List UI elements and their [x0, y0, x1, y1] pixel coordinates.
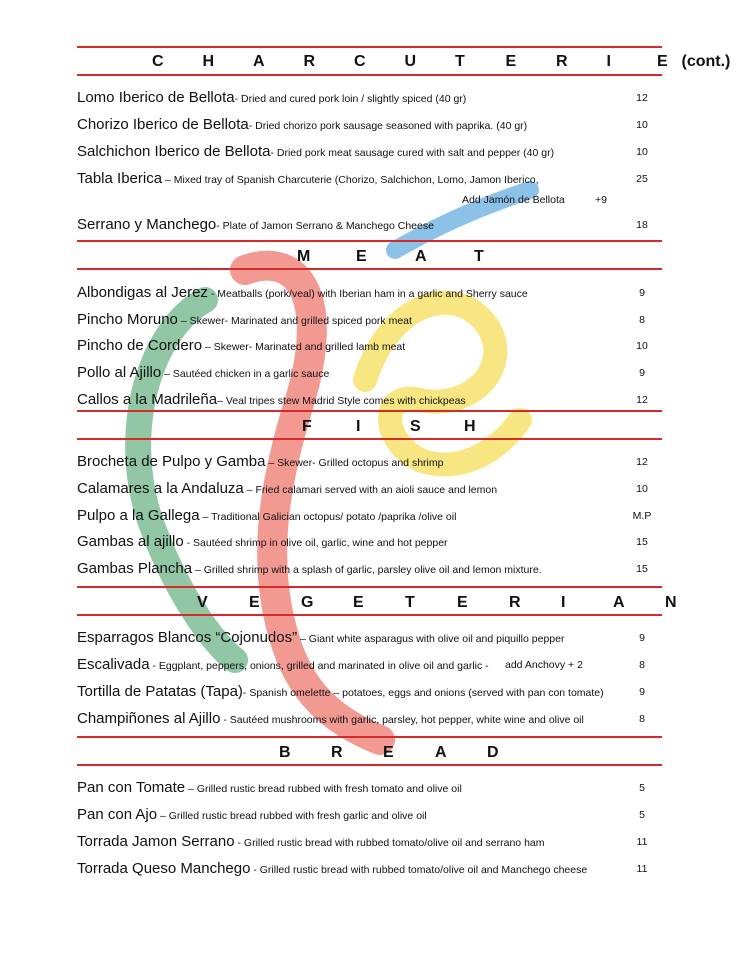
vegeterian-menu-item	[77, 627, 662, 649]
item-name: Salchichon Iberico de Bellota	[77, 143, 271, 160]
item-price: 10	[636, 340, 648, 352]
fish-menu-item	[77, 531, 662, 553]
item-description: – Skewer- Grilled octopus and shrimp	[265, 457, 444, 469]
item-name: Albondigas al Jerez	[77, 284, 208, 301]
item-name: Serrano y Manchego	[77, 216, 217, 233]
charcuterie-menu-item	[77, 168, 662, 190]
item-description: – Traditional Galician octopus/ potato /paprika /olive oil	[199, 511, 457, 523]
charcuterie-title-letter: A	[253, 53, 265, 70]
bread-title-letter: D	[487, 744, 499, 761]
item-name: Tortilla de Patatas (Tapa)	[77, 683, 243, 700]
fish-section-title	[77, 415, 662, 439]
item-name: Pincho Moruno	[77, 311, 178, 328]
vegeterian-title-letter: V	[197, 594, 208, 611]
item-name: Brocheta de Pulpo y Gamba	[77, 453, 266, 470]
meat-section-title	[77, 245, 662, 269]
charcuterie-title-letter: R	[556, 53, 568, 70]
item-price: 25	[636, 173, 648, 185]
vegeterian-title-letter: I	[561, 594, 566, 611]
vegeterian-title-letter: A	[613, 594, 625, 611]
item-name: Lomo Iberico de Bellota	[77, 89, 235, 106]
item-price: 9	[639, 632, 645, 644]
bread-rule-top	[77, 736, 662, 738]
item-name: Champiñones al Ajillo	[77, 710, 221, 727]
item-description: - Grilled rustic bread with rubbed tomato/olive oil and Manchego cheese	[250, 864, 588, 876]
fish-title-letter: F	[302, 418, 312, 435]
item-price: 10	[636, 146, 648, 158]
fish-title-letter: S	[410, 418, 421, 435]
fish-menu-item	[77, 451, 662, 473]
item-name: Tabla Iberica	[77, 170, 163, 187]
addon-price: +9	[595, 194, 607, 206]
item-name: Gambas al ajillo	[77, 533, 184, 550]
item-description: – Grilled rustic bread rubbed with fresh tomato and olive oil	[185, 783, 462, 795]
bread-menu-item	[77, 858, 662, 880]
bread-title-letter: R	[331, 744, 343, 761]
charcuterie-rule-top	[77, 46, 662, 48]
meat-rule-top	[77, 240, 662, 242]
charcuterie-title-letter: C	[152, 53, 164, 70]
vegeterian-title-letter: E	[353, 594, 364, 611]
item-price: 5	[639, 809, 645, 821]
vegeterian-title-letter: E	[457, 594, 468, 611]
charcuterie-title-letter: I	[606, 53, 611, 70]
vegeterian-title-letter: R	[509, 594, 521, 611]
bread-menu-item	[77, 777, 662, 799]
item-description: - Eggplant, peppers, onions, grilled and marinated in olive oil and garlic -	[149, 660, 489, 672]
charcuterie-title-letter: H	[202, 53, 215, 70]
charcuterie-title-letter: T	[455, 53, 465, 70]
item-description: – Sautéed chicken in a garlic sauce	[161, 368, 330, 380]
charcuterie-title-letter: E	[657, 53, 668, 70]
bread-section-title	[77, 741, 662, 765]
meat-title-letter: E	[356, 248, 367, 265]
fish-menu-item	[77, 505, 662, 527]
vegeterian-title-letter: T	[405, 594, 415, 611]
meat-title-letter: T	[474, 248, 484, 265]
fish-menu-item	[77, 558, 662, 580]
fish-menu-item	[77, 478, 662, 500]
meat-title-letter: M	[297, 248, 311, 265]
item-price: M.P	[632, 510, 652, 522]
item-name: Torrada Queso Manchego	[77, 860, 251, 877]
item-name: Escalivada	[77, 656, 150, 673]
item-price: 9	[639, 287, 645, 299]
item-price: 8	[639, 713, 645, 725]
charcuterie-section-title	[77, 50, 731, 74]
charcuterie-rule-bottom	[77, 74, 662, 76]
item-description: - Spanish omelette – potatoes, eggs and onions (served with pan con tomate)	[242, 687, 604, 699]
item-name: Pulpo a la Gallega	[77, 507, 200, 524]
meat-menu-item	[77, 335, 662, 357]
item-price: 15	[636, 563, 648, 575]
item-description: - Sautéed mushrooms with garlic, parsley, hot pepper, white wine and olive oil	[220, 714, 584, 726]
charcuterie-title-suffix: (cont.)	[681, 53, 731, 70]
charcuterie-title-letter: R	[303, 53, 316, 70]
item-name: Esparragos Blancos “Cojonudos”	[77, 629, 298, 646]
charcuterie-title-letter: E	[505, 53, 517, 70]
item-description: - Dried and cured pork loin / slightly spiced (40 gr)	[234, 93, 467, 105]
vegeterian-title-letter: E	[249, 594, 260, 611]
meat-menu-item	[77, 309, 662, 331]
item-name: Pan con Tomate	[77, 779, 186, 796]
item-price: 15	[636, 536, 648, 548]
vegeterian-title-letter: G	[301, 594, 314, 611]
item-description: – Veal tripes stew Madrid Style comes with chickpeas	[217, 395, 466, 407]
charcuterie-menu-item	[77, 141, 662, 163]
item-price: 9	[639, 686, 645, 698]
item-description: – Grilled shrimp with a splash of garlic, parsley olive oil and lemon mixture.	[192, 564, 542, 576]
item-description: – Mixed tray of Spanish Charcuterie (Chorizo, Salchichon, Lomo, Jamon Iberico,	[162, 174, 539, 186]
item-description: – Fried calamari served with an aioli sauce and lemon	[243, 484, 498, 496]
addon-label: Add Jamón de Bellota	[462, 194, 565, 206]
item-price: 11	[636, 863, 648, 875]
item-price: 18	[636, 219, 648, 231]
charcuterie-menu-item	[77, 87, 662, 109]
item-price: 10	[636, 483, 648, 495]
item-price: 12	[636, 394, 648, 406]
meat-title-letter: A	[415, 248, 427, 265]
item-name: Pollo al Ajillo	[77, 364, 162, 381]
item-description: – Skewer- Marinated and grilled lamb meat	[202, 341, 406, 353]
item-description: - Plate of Jamon Serrano & Manchego Cheese	[216, 220, 434, 232]
item-price: 12	[636, 92, 648, 104]
vegeterian-menu-item	[77, 708, 662, 730]
bread-title-letter: B	[279, 744, 291, 761]
item-name: Chorizo Iberico de Bellota	[77, 116, 249, 133]
vegeterian-title-letter: N	[665, 594, 677, 611]
charcuterie-menu-item	[77, 214, 662, 236]
fish-title-letter: I	[356, 418, 361, 435]
bread-title-letter: A	[435, 744, 447, 761]
bread-title-letter: E	[383, 744, 394, 761]
bread-menu-item	[77, 804, 662, 826]
item-addon: add Anchovy + 2	[505, 659, 583, 671]
item-price: 5	[639, 782, 645, 794]
item-description: – Skewer- Marinated and grilled spiced pork meat	[177, 315, 412, 327]
charcuterie-title-letter: U	[404, 53, 417, 70]
item-name: Pincho de Cordero	[77, 337, 203, 354]
charcuterie-menu-item	[77, 114, 662, 136]
item-name: Calamares a la Andaluza	[77, 480, 244, 497]
item-price: 12	[636, 456, 648, 468]
meat-menu-item	[77, 282, 662, 304]
item-price: 8	[639, 314, 645, 326]
bread-menu-item	[77, 831, 662, 853]
item-description: - Grilled rustic bread with rubbed tomato/olive oil and serrano ham	[234, 837, 545, 849]
item-name: Torrada Jamon Serrano	[77, 833, 235, 850]
item-name: Pan con Ajo	[77, 806, 158, 823]
item-description: – Grilled rustic bread rubbed with fresh garlic and olive oil	[157, 810, 427, 822]
fish-rule-top	[77, 410, 662, 412]
fish-title-letter: H	[464, 418, 476, 435]
vegeterian-menu-item	[77, 654, 662, 676]
item-description: - Meatballs (pork/veal) with Iberian ham in a garlic and Sherry sauce	[207, 288, 528, 300]
item-price: 9	[639, 367, 645, 379]
item-price: 11	[636, 836, 648, 848]
meat-menu-item	[77, 389, 662, 411]
meat-menu-item	[77, 362, 662, 384]
charcuterie-title-letter: C	[354, 53, 366, 70]
item-description: - Sautéed shrimp in olive oil, garlic, wine and hot pepper	[183, 537, 448, 549]
vegeterian-menu-item	[77, 681, 662, 703]
vegeterian-rule-top	[77, 586, 662, 588]
item-name: Callos a la Madrileña	[77, 391, 218, 408]
item-name: Gambas Plancha	[77, 560, 193, 577]
item-description: - Dried pork meat sausage cured with salt and pepper (40 gr)	[270, 147, 555, 159]
item-description: - Dried chorizo pork sausage seasoned with paprika. (40 gr)	[248, 120, 528, 132]
item-price: 10	[636, 119, 648, 131]
item-price: 8	[639, 659, 645, 671]
vegeterian-section-title	[77, 591, 677, 615]
item-description: – Giant white asparagus with olive oil and piquillo pepper	[297, 633, 565, 645]
